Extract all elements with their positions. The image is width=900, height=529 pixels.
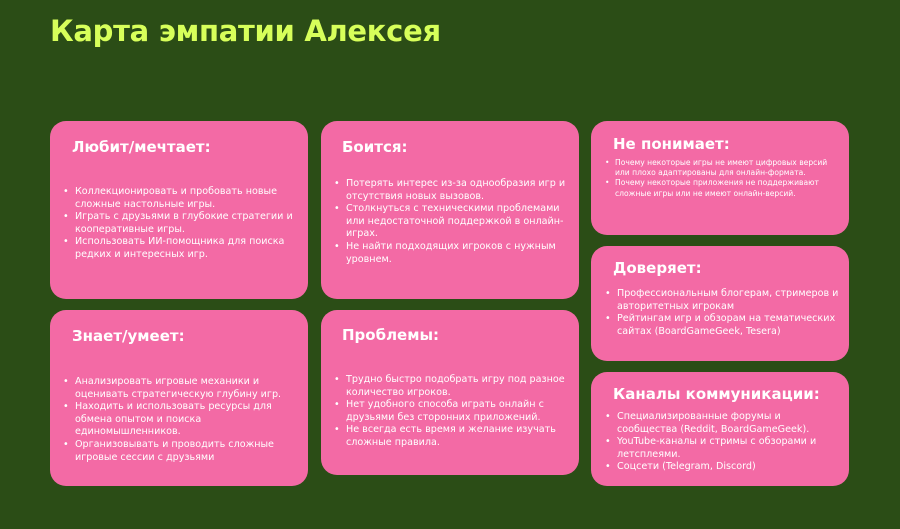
card-problems	[321, 310, 579, 475]
list-item: • Почему некоторые игры не имеют цифровых версий или плохо адаптированы для онлайн-формата.	[605, 158, 839, 178]
list-item: • Организовывать и проводить сложные игровые сессии с друзьями	[63, 439, 299, 464]
card-list	[63, 186, 299, 262]
list-item: • Играть с друзьями в глубокие стратегии и кооперативные игры.	[63, 211, 299, 236]
card-communication-channels	[591, 372, 849, 486]
list-item: • Не всегда есть время и желание изучать сложные правила.	[334, 424, 570, 449]
list-item: • Трудно быстро подобрать игру под разное количество игроков.	[334, 374, 570, 399]
list-item: • YouTube-каналы и стримы с обзорами и летсплеями.	[605, 436, 841, 461]
list-item: • Соцсети (Telegram, Discord)	[605, 461, 841, 474]
card-trusts	[591, 246, 849, 361]
list-item: • Рейтингам игр и обзорам на тематических сайтах (BoardGameGeek, Tesera)	[605, 313, 841, 338]
list-item: • Потерять интерес из-за однообразия игр и отсутствия новых вызовов.	[334, 178, 570, 203]
card-heading: Доверяет:	[613, 259, 702, 277]
page-title: Карта эмпатии Алексея	[50, 14, 441, 48]
list-item: • Использовать ИИ-помощника для поиска редких и интересных игр.	[63, 236, 299, 261]
card-list	[605, 411, 841, 474]
card-loves-dreams	[50, 121, 308, 299]
card-heading: Проблемы:	[342, 326, 440, 344]
list-item: • Специализированные форумы и сообщества (Reddit, BoardGameGeek).	[605, 411, 841, 436]
list-item: • Почему некоторые приложения не поддерживают сложные игры или не имеют онлайн-версий.	[605, 178, 839, 198]
card-heading: Боится:	[342, 138, 408, 156]
list-item: • Находить и использовать ресурсы для обмена опытом и поиска единомышленников.	[63, 401, 299, 439]
card-heading: Каналы коммуникации:	[613, 385, 820, 403]
card-list	[605, 288, 841, 338]
card-list	[334, 374, 570, 450]
card-list	[605, 158, 839, 199]
card-list	[334, 178, 570, 266]
card-heading: Любит/мечтает:	[72, 138, 211, 156]
card-heading: Не понимает:	[613, 135, 730, 153]
card-heading: Знает/умеет:	[72, 327, 185, 345]
list-item: • Нет удобного способа играть онлайн с друзьями без сторонних приложений.	[334, 399, 570, 424]
list-item: • Коллекционировать и пробовать новые сложные настольные игры.	[63, 186, 299, 211]
card-fears	[321, 121, 579, 299]
list-item: • Столкнуться с техническими проблемами или недостаточной поддержкой в онлайн-играх.	[334, 203, 570, 241]
list-item: • Не найти подходящих игроков с нужным уровнем.	[334, 241, 570, 266]
card-does-not-understand	[591, 121, 849, 235]
card-list	[63, 376, 299, 464]
list-item: • Профессиональным блогерам, стримеров и авторитетных игрокам	[605, 288, 841, 313]
list-item: • Анализировать игровые механики и оценивать стратегическую глубину игр.	[63, 376, 299, 401]
card-knows-can	[50, 310, 308, 486]
